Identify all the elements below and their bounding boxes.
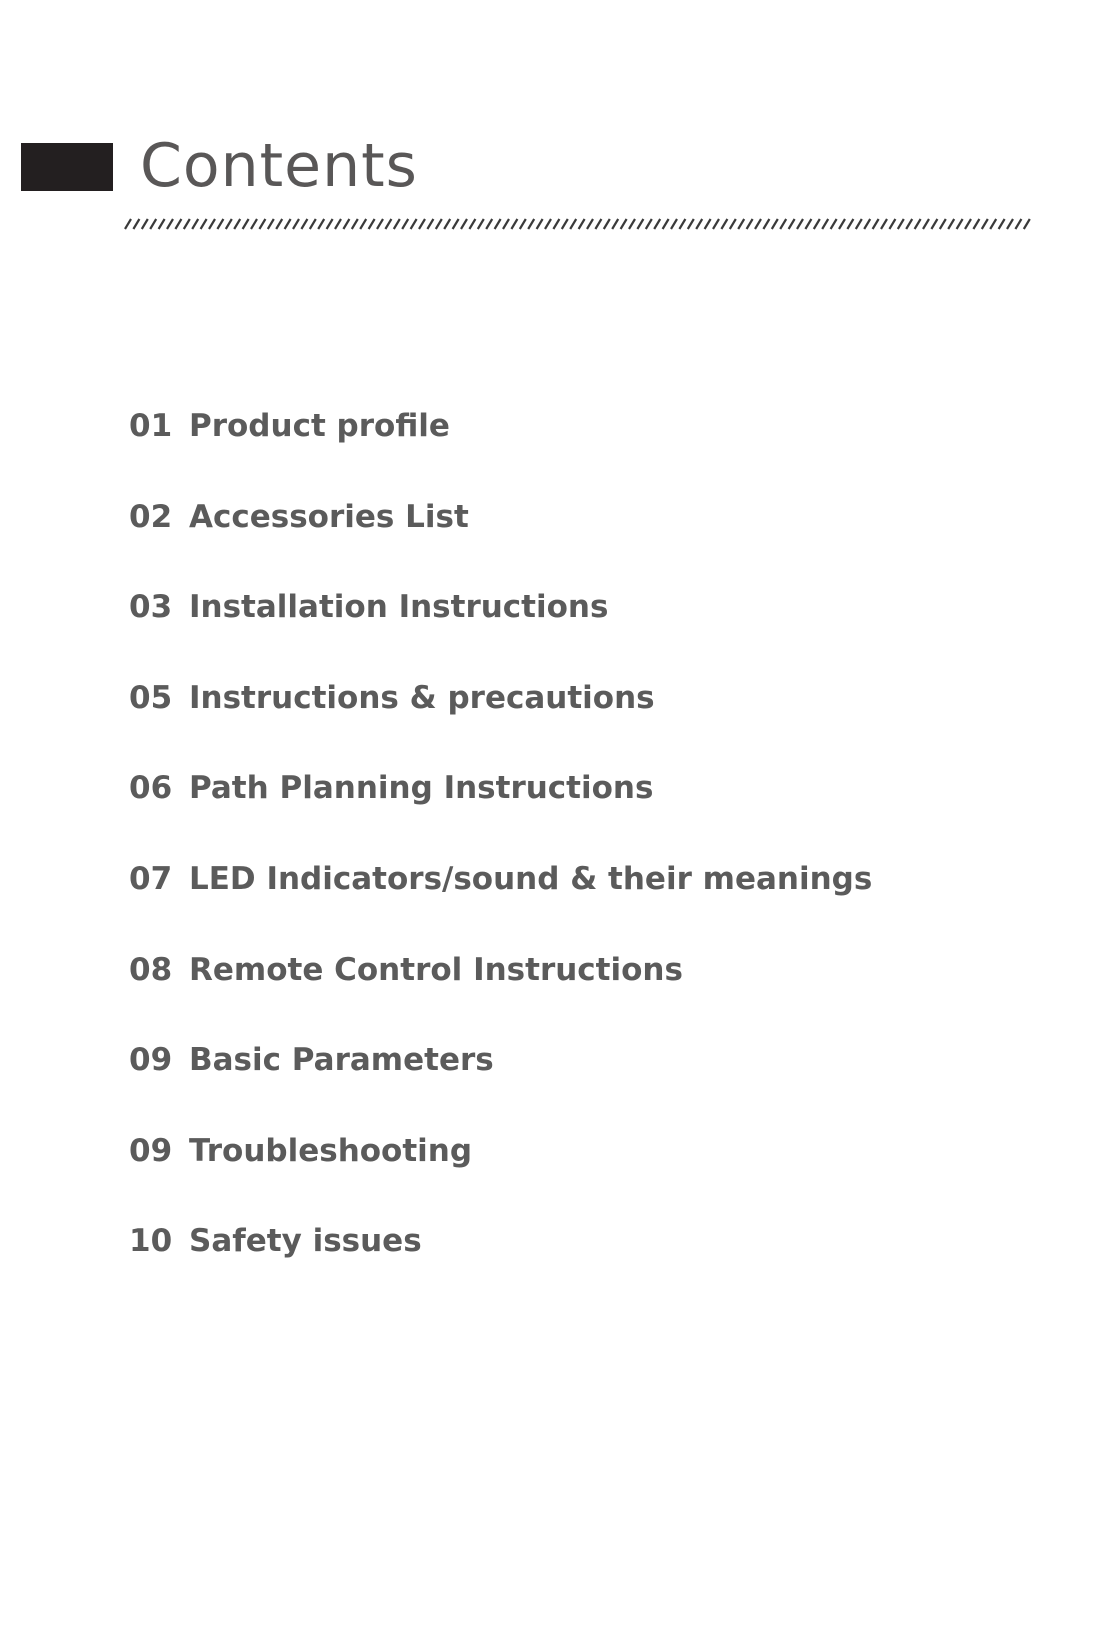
hatch-stroke <box>335 219 341 229</box>
hatch-stroke <box>789 219 795 229</box>
toc-entry-label: Remote Control Instructions <box>189 951 683 988</box>
hatch-stroke <box>184 219 190 229</box>
toc-entry-number: 09 <box>129 1132 173 1169</box>
hatch-stroke <box>948 219 954 229</box>
hatch-stroke <box>713 219 719 229</box>
hatch-stroke <box>839 219 845 229</box>
toc-entry-basic-parameters[interactable] <box>129 1040 872 1131</box>
toc-entry-label: LED Indicators/sound & their meanings <box>189 860 873 897</box>
hatch-stroke <box>276 219 282 229</box>
toc-entry-number: 06 <box>129 770 173 807</box>
hatch-stroke <box>587 219 593 229</box>
hatch-stroke <box>940 219 946 229</box>
hatch-stroke <box>747 219 753 229</box>
hatch-stroke <box>150 219 156 229</box>
hatch-stroke <box>310 219 316 229</box>
hatch-stroke <box>595 219 601 229</box>
hatch-stroke <box>755 219 761 229</box>
hatch-stroke <box>528 219 534 229</box>
hatch-stroke <box>999 219 1005 229</box>
hatch-stroke <box>201 219 207 229</box>
title-accent-block <box>21 143 113 191</box>
hatch-stroke <box>1024 219 1030 229</box>
hatch-stroke <box>419 219 425 229</box>
hatch-stroke <box>906 219 912 229</box>
hatch-stroke <box>671 219 677 229</box>
toc-entry-label: Path Planning Instructions <box>189 770 654 807</box>
hatch-stroke <box>251 219 257 229</box>
hatch-stroke <box>461 219 467 229</box>
toc-entry-remote-control[interactable] <box>129 950 872 1041</box>
hatch-stroke <box>637 219 643 229</box>
hatch-stroke <box>234 219 240 229</box>
hatch-stroke <box>293 219 299 229</box>
hatch-stroke <box>343 219 349 229</box>
toc-entry-label: Safety issues <box>189 1223 422 1260</box>
hatch-stroke <box>629 219 635 229</box>
toc-entry-led-indicators[interactable] <box>129 859 872 950</box>
toc-entry-label: Installation Instructions <box>189 589 609 626</box>
page-title: Contents <box>140 131 418 201</box>
hatch-stroke <box>696 219 702 229</box>
hatch-stroke <box>285 219 291 229</box>
hatch-stroke <box>495 219 501 229</box>
hatch-stroke <box>226 219 232 229</box>
hatch-stroke <box>402 219 408 229</box>
hatch-stroke <box>352 219 358 229</box>
hatch-stroke <box>453 219 459 229</box>
hatch-stroke <box>721 219 727 229</box>
hatch-stroke <box>318 219 324 229</box>
toc-entry-accessories-list[interactable] <box>129 497 872 588</box>
hatch-stroke <box>772 219 778 229</box>
hatch-stroke <box>259 219 265 229</box>
hatch-stroke <box>856 219 862 229</box>
hatch-stroke <box>545 219 551 229</box>
hatch-stroke <box>1015 219 1021 229</box>
hatch-stroke <box>570 219 576 229</box>
hatch-stroke <box>805 219 811 229</box>
toc-entry-number: 07 <box>129 860 173 897</box>
hatch-stroke <box>142 219 148 229</box>
hatch-stroke <box>831 219 837 229</box>
hatch-stroke <box>520 219 526 229</box>
toc-entry-number: 09 <box>129 1042 173 1079</box>
hatch-stroke <box>847 219 853 229</box>
table-of-contents <box>129 406 872 1312</box>
hatch-stroke <box>889 219 895 229</box>
hatch-stroke <box>730 219 736 229</box>
toc-entry-label: Instructions & precautions <box>189 679 655 716</box>
hatch-stroke <box>663 219 669 229</box>
hatch-stroke <box>562 219 568 229</box>
hatch-stroke <box>612 219 618 229</box>
hatch-stroke <box>881 219 887 229</box>
hatch-stroke <box>377 219 383 229</box>
hatch-stroke <box>436 219 442 229</box>
hatch-stroke <box>654 219 660 229</box>
hatch-stroke <box>360 219 366 229</box>
hatch-stroke <box>797 219 803 229</box>
hatch-stroke <box>385 219 391 229</box>
hatch-stroke <box>478 219 484 229</box>
hatch-stroke <box>915 219 921 229</box>
hatch-stroke <box>175 219 181 229</box>
hatch-stroke <box>268 219 274 229</box>
hatched-divider <box>124 218 1032 230</box>
hatch-stroke <box>444 219 450 229</box>
hatch-stroke <box>864 219 870 229</box>
toc-entry-number: 05 <box>129 679 173 716</box>
toc-entry-path-planning[interactable] <box>129 768 872 859</box>
hatch-stroke <box>243 219 249 229</box>
toc-entry-label: Product profile <box>189 408 450 444</box>
hatch-stroke <box>679 219 685 229</box>
hatch-stroke <box>469 219 475 229</box>
hatch-stroke <box>621 219 627 229</box>
toc-entry-number: 01 <box>129 408 173 444</box>
hatch-stroke <box>217 219 223 229</box>
hatch-stroke <box>814 219 820 229</box>
hatch-stroke <box>646 219 652 229</box>
hatch-stroke <box>990 219 996 229</box>
hatch-stroke <box>898 219 904 229</box>
hatch-stroke <box>604 219 610 229</box>
hatch-stroke <box>553 219 559 229</box>
toc-entry-label: Accessories List <box>189 498 469 535</box>
hatch-stroke <box>511 219 517 229</box>
toc-entry-instructions-precautions[interactable] <box>129 678 872 769</box>
toc-entry-label: Basic Parameters <box>189 1042 494 1079</box>
hatch-stroke <box>1007 219 1013 229</box>
hatch-stroke <box>159 219 165 229</box>
hatch-stroke <box>369 219 375 229</box>
hatch-stroke <box>503 219 509 229</box>
hatch-stroke <box>957 219 963 229</box>
toc-entry-number: 08 <box>129 951 173 988</box>
toc-entry-number: 02 <box>129 498 173 535</box>
hatch-stroke <box>982 219 988 229</box>
hatch-stroke <box>873 219 879 229</box>
toc-entry-installation-instructions[interactable] <box>129 587 872 678</box>
hatch-stroke <box>973 219 979 229</box>
hatch-stroke <box>167 219 173 229</box>
hatch-stroke <box>738 219 744 229</box>
hatch-stroke <box>411 219 417 229</box>
hatch-stroke <box>209 219 215 229</box>
toc-entry-troubleshooting[interactable] <box>129 1131 872 1222</box>
hatch-stroke <box>486 219 492 229</box>
hatch-stroke <box>822 219 828 229</box>
hatch-stroke <box>537 219 543 229</box>
hatch-stroke <box>427 219 433 229</box>
toc-entry-number: 03 <box>129 589 173 626</box>
hatch-stroke <box>192 219 198 229</box>
hatch-stroke <box>780 219 786 229</box>
toc-entry-number: 10 <box>129 1223 173 1260</box>
hatch-stroke <box>923 219 929 229</box>
hatch-stroke <box>327 219 333 229</box>
hatch-stroke <box>125 219 131 229</box>
hatch-stroke <box>301 219 307 229</box>
hatch-stroke <box>579 219 585 229</box>
hatch-stroke <box>965 219 971 229</box>
toc-entry-label: Troubleshooting <box>189 1132 473 1169</box>
toc-entry-safety-issues[interactable] <box>129 1221 872 1312</box>
hatch-stroke <box>705 219 711 229</box>
hatch-stroke <box>763 219 769 229</box>
hatch-stroke <box>394 219 400 229</box>
toc-entry-product-profile[interactable] <box>129 406 872 497</box>
hatch-stroke <box>688 219 694 229</box>
hatch-stroke <box>133 219 139 229</box>
hatch-stroke <box>931 219 937 229</box>
